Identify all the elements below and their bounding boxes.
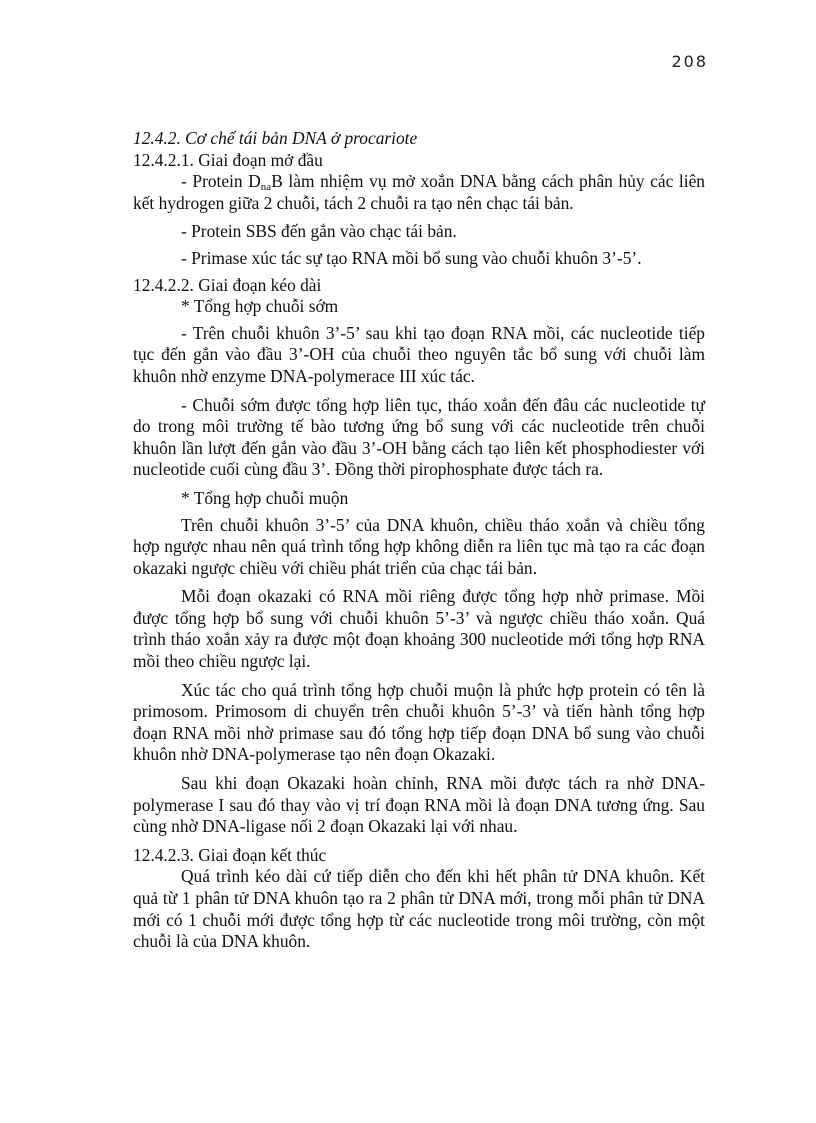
stage1-paragraph-2: - Protein SBS đến gắn vào chạc tái bản. xyxy=(181,221,457,242)
lagging-strand-paragraph-2: Mỗi đoạn okazaki có RNA mồi riêng được tổng hợp nhờ primase. Mồi được tổng hợp bổ sung với chuỗi khuôn 5’-3’ và ngược chiều tháo xoắn. Quá trình tháo xoắn xảy ra được một đoạn khoảng 300 nucleotide mới tổng hợp RNA mồi theo chiều ngược lại. xyxy=(133,586,705,672)
leading-strand-paragraph-1: - Trên chuỗi khuôn 3’-5’ sau khi tạo đoạn RNA mồi, các nucleotide tiếp tục đến gắn vào đầu 3’-OH của chuỗi theo nguyên tắc bổ sung với chuỗi làm khuôn nhờ enzyme DNA-polymerace III xúc tác. xyxy=(133,322,705,386)
stage1-paragraph-3: - Primase xúc tác sự tạo RNA mồi bổ sung vào chuỗi khuôn 3’-5’. xyxy=(181,247,642,268)
lagging-strand-paragraph-1: Trên chuỗi khuôn 3’-5’ của DNA khuôn, chiều tháo xoắn và chiều tổng hợp ngược nhau nên quá trình tổng hợp không diễn ra liên tục mà tạo ra các đoạn okazaki ngược chiều với chiều phát triển của chạc tái bản. xyxy=(133,514,705,578)
lagging-strand-paragraph-3: Xúc tác cho quá trình tổng hợp chuỗi muộn là phức hợp protein có tên là primosom. Primosom di chuyển trên chuỗi khuôn 5’-3’ và tiến hành tổng hợp đoạn RNA mồi nhờ primase sau đó tổng hợp tiếp đoạn DNA bổ sung vào chuỗi khuôn nhờ DNA-polymerase tạo nên đoạn Okazaki. xyxy=(133,679,705,765)
page-number: 208 xyxy=(671,52,708,71)
lagging-strand-paragraph-4: Sau khi đoạn Okazaki hoàn chỉnh, RNA mồi được tách ra nhờ DNA-polymerase I sau đó thay vào vị trí đoạn RNA mồi là đoạn DNA tương ứng. Sau cùng nhờ DNA-ligase nối 2 đoạn Okazaki lại với nhau. xyxy=(133,773,705,837)
stage3-heading: 12.4.2.3. Giai đoạn kết thúc xyxy=(133,844,327,865)
stage1-paragraph-1 xyxy=(133,171,705,214)
section-heading: 12.4.2. Cơ chế tái bản DNA ở procariote xyxy=(133,128,418,148)
stage1-p1-before: - Protein D xyxy=(181,171,261,192)
leading-strand-label: * Tổng hợp chuỗi sớm xyxy=(181,296,339,317)
page-body xyxy=(133,128,705,960)
lagging-strand-label: * Tổng hợp chuỗi muộn xyxy=(181,487,349,508)
stage2-heading: 12.4.2.2. Giai đoạn kéo dài xyxy=(133,274,322,295)
stage1-p1-subscript: na xyxy=(260,181,272,194)
stage3-paragraph-1: Quá trình kéo dài cứ tiếp diễn cho đến khi hết phân tử DNA khuôn. Kết quả từ 1 phân tử DNA khuôn tạo ra 2 phân tử DNA mới, trong mỗi phân tử DNA mới có 1 chuỗi mới được tổng hợp từ các nucleotide trong môi trường, còn một chuỗi là của DNA khuôn. xyxy=(133,866,705,952)
stage1-heading: 12.4.2.1. Giai đoạn mở đầu xyxy=(133,149,323,170)
leading-strand-paragraph-2: - Chuỗi sớm được tổng hợp liên tục, tháo xoắn đến đâu các nucleotide tự do trong môi trường tế bào tương ứng bổ sung với các nucleotide trên chuỗi khuôn lần lượt đến gắn vào đầu 3’-OH bằng cách tạo liên kết phosphodiester với nucleotide cuối cùng đầu 3’. Đồng thời pirophosphate được tách ra. xyxy=(133,394,705,480)
stage1-p1-after: B làm nhiệm vụ mở xoắn DNA bằng cách phân hủy các liên kết hydrogen giữa 2 chuỗi, tách 2 chuỗi ra tạo nên chạc tái bản. xyxy=(133,171,705,213)
